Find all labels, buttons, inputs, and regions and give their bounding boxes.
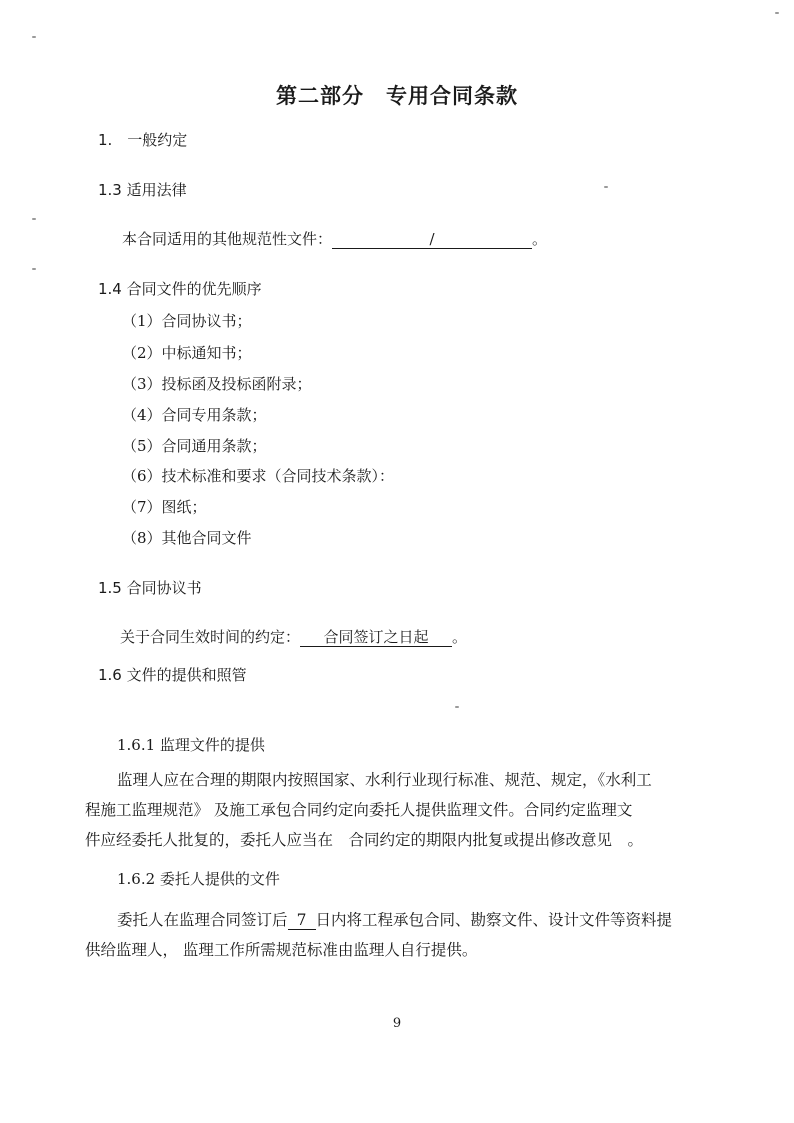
section-1-3-label: 本合同适用的其他规范性文件：: [122, 230, 333, 248]
section-1-5-text: [120, 626, 467, 647]
list-item: （8）其他合同文件: [122, 529, 252, 547]
scan-speck: [32, 218, 36, 220]
section-1-3-text: [122, 228, 547, 249]
section-1-5-label: 关于合同生效时间的约定：: [120, 628, 301, 646]
paragraph-text: 委托人在监理合同签订后: [117, 911, 288, 929]
scan-speck: [32, 268, 36, 270]
days-value: 7: [288, 911, 316, 930]
paragraph-line: 监理人应在合理的期限内按照国家、水利行业现行标准、规范、规定，《水利工: [117, 771, 652, 789]
scan-speck: [455, 706, 459, 708]
section-1-6-1-heading: 1.6.1 监理文件的提供: [117, 736, 265, 754]
list-item: （5）合同通用条款；: [122, 437, 267, 455]
section-1-6-2-heading: 1.6.2 委托人提供的文件: [117, 870, 280, 888]
scan-speck: [32, 36, 36, 38]
page-number: 9: [392, 1016, 402, 1031]
list-item: （7）图纸；: [122, 498, 207, 516]
list-item: （6）技术标准和要求（合同技术条款）：: [122, 467, 395, 485]
section-1-3-value: /: [332, 230, 532, 249]
section-1-5-value: 合同签订之日起: [300, 628, 452, 647]
section-1-5-end: 。: [452, 628, 468, 646]
list-item: （1）合同协议书；: [122, 312, 252, 330]
section-1-3-end: 。: [532, 230, 548, 248]
paragraph-line: 供给监理人， 监理工作所需规范标准由监理人自行提供。: [85, 941, 478, 959]
section-1-6-2-paragraph: [117, 905, 697, 935]
section-1-3-heading: 1.3 适用法律: [98, 181, 187, 199]
section-1-4-heading: 1.4 合同文件的优先顺序: [98, 280, 262, 298]
list-item: （2）中标通知书；: [122, 344, 252, 362]
paragraph-line: 件应经委托人批复的，委托人应当在 合同约定的期限内批复或提出修改意见 。: [85, 831, 644, 849]
section-1-heading: 1. 一般约定: [98, 131, 188, 149]
section-1-6-heading: 1.6 文件的提供和照管: [98, 666, 247, 684]
section-1-5-heading: 1.5 合同协议书: [98, 579, 202, 597]
scan-speck: [775, 12, 779, 14]
paragraph-line: 程施工监理规范》 及施工承包合同约定向委托人提供监理文件。合同约定监理文: [85, 801, 633, 819]
section-1-6-1-paragraph-cont: [85, 795, 697, 855]
list-item: （3）投标函及投标函附录；: [122, 375, 312, 393]
section-1-6-2-paragraph-cont: [85, 935, 697, 965]
list-item: （4）合同专用条款；: [122, 406, 267, 424]
paragraph-text: 日内将工程承包合同、勘察文件、设计文件等资料提: [315, 911, 673, 929]
scan-speck: [604, 186, 608, 188]
section-1-6-1-paragraph: [117, 765, 697, 795]
page-title: 第二部分 专用合同条款: [276, 84, 518, 108]
